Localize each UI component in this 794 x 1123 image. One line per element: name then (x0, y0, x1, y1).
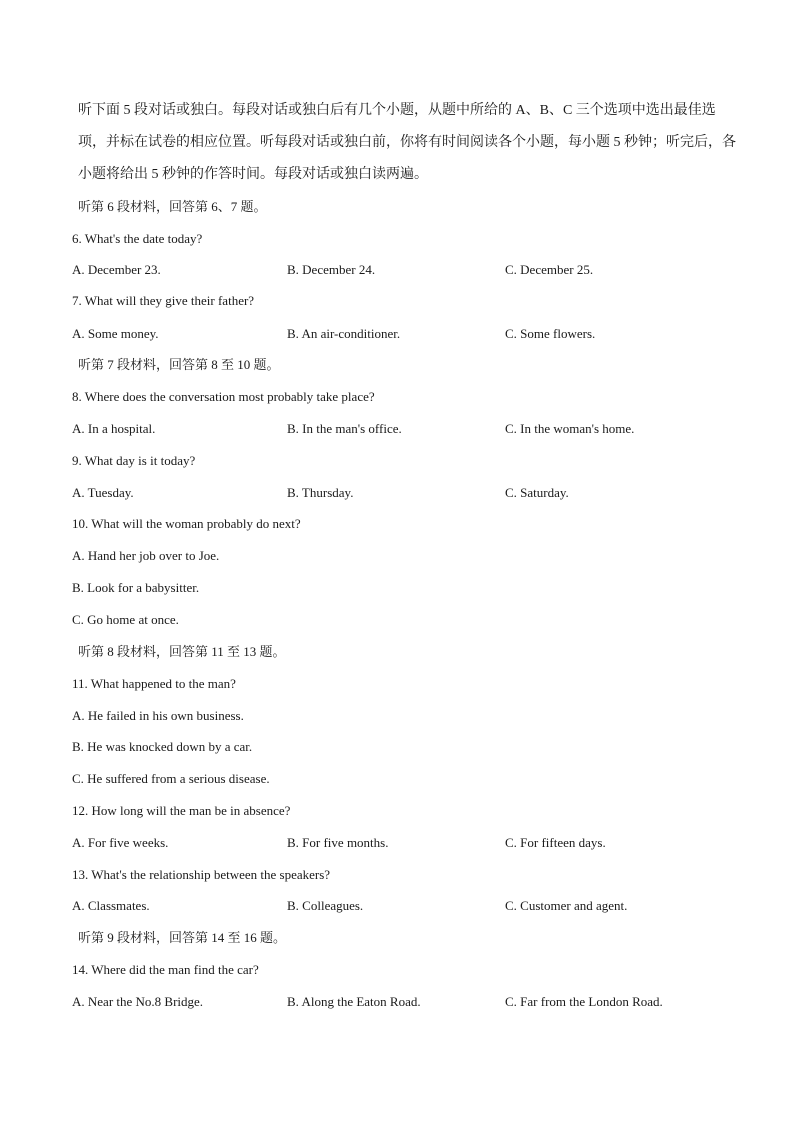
q7-option-a: A. Some money. (72, 326, 159, 341)
question-9: 9. What day is it today? (72, 453, 196, 468)
q10-option-c: C. Go home at once. (72, 612, 179, 627)
section-6-heading: 听第 6 段材料，回答第 6、7 题。 (78, 199, 267, 214)
question-14: 14. Where did the man find the car? (72, 962, 259, 977)
q11-option-a: A. He failed in his own business. (72, 708, 244, 723)
q6-option-b: B. December 24. (287, 262, 376, 277)
q8-option-c: C. In the woman's home. (505, 421, 635, 436)
q12-option-b: B. For five months. (287, 835, 389, 850)
question-10: 10. What will the woman probably do next? (72, 516, 301, 531)
question-7: 7. What will they give their father? (72, 293, 255, 308)
instructions-paragraph: 听下面 5 段对话或独白。每段对话或独白后有几个小题，从题中所给的 A、B、C 三个选项中选出最佳选项，并标在试卷的相应位置。听每段对话或独白前，你将有时间阅读各个小题，每小题 5 秒钟；听完后，各小题将给出 5 秒钟的作答时间。每段对话或独白读两遍。 (78, 103, 736, 182)
q14-option-a: A. Near the No.8 Bridge. (72, 994, 204, 1009)
q13-option-c: C. Customer and agent. (505, 898, 628, 913)
q10-option-a: A. Hand her job over to Joe. (72, 548, 220, 563)
q10-option-b: B. Look for a babysitter. (72, 580, 200, 595)
q14-option-b: B. Along the Eaton Road. (287, 994, 421, 1009)
q11-option-b: B. He was knocked down by a car. (72, 739, 253, 754)
q13-option-b: B. Colleagues. (287, 898, 364, 913)
q7-option-b: B. An air-conditioner. (287, 326, 401, 341)
question-11: 11. What happened to the man? (72, 676, 236, 691)
q11-option-c: C. He suffered from a serious disease. (72, 771, 270, 786)
q14-option-c: C. Far from the London Road. (505, 994, 663, 1009)
q6-option-a: A. December 23. (72, 262, 161, 277)
q12-option-a: A. For five weeks. (72, 835, 169, 850)
q6-option-c: C. December 25. (505, 262, 594, 277)
q8-option-a: A. In a hospital. (72, 421, 156, 436)
q9-option-c: C. Saturday. (505, 485, 569, 500)
question-6: 6. What's the date today? (72, 231, 203, 246)
q9-option-b: B. Thursday. (287, 485, 354, 500)
question-12: 12. How long will the man be in absence? (72, 803, 291, 818)
section-8-heading: 听第 8 段材料，回答第 11 至 13 题。 (78, 644, 286, 659)
q13-option-a: A. Classmates. (72, 898, 150, 913)
q8-option-b: B. In the man's office. (287, 421, 402, 436)
question-13: 13. What's the relationship between the speakers? (72, 867, 331, 882)
q7-option-c: C. Some flowers. (505, 326, 596, 341)
q9-option-a: A. Tuesday. (72, 485, 134, 500)
section-7-heading: 听第 7 段材料，回答第 8 至 10 题。 (78, 357, 280, 372)
q12-option-c: C. For fifteen days. (505, 835, 606, 850)
section-9-heading: 听第 9 段材料，回答第 14 至 16 题。 (78, 930, 287, 945)
question-8: 8. Where does the conversation most probably take place? (72, 389, 375, 404)
